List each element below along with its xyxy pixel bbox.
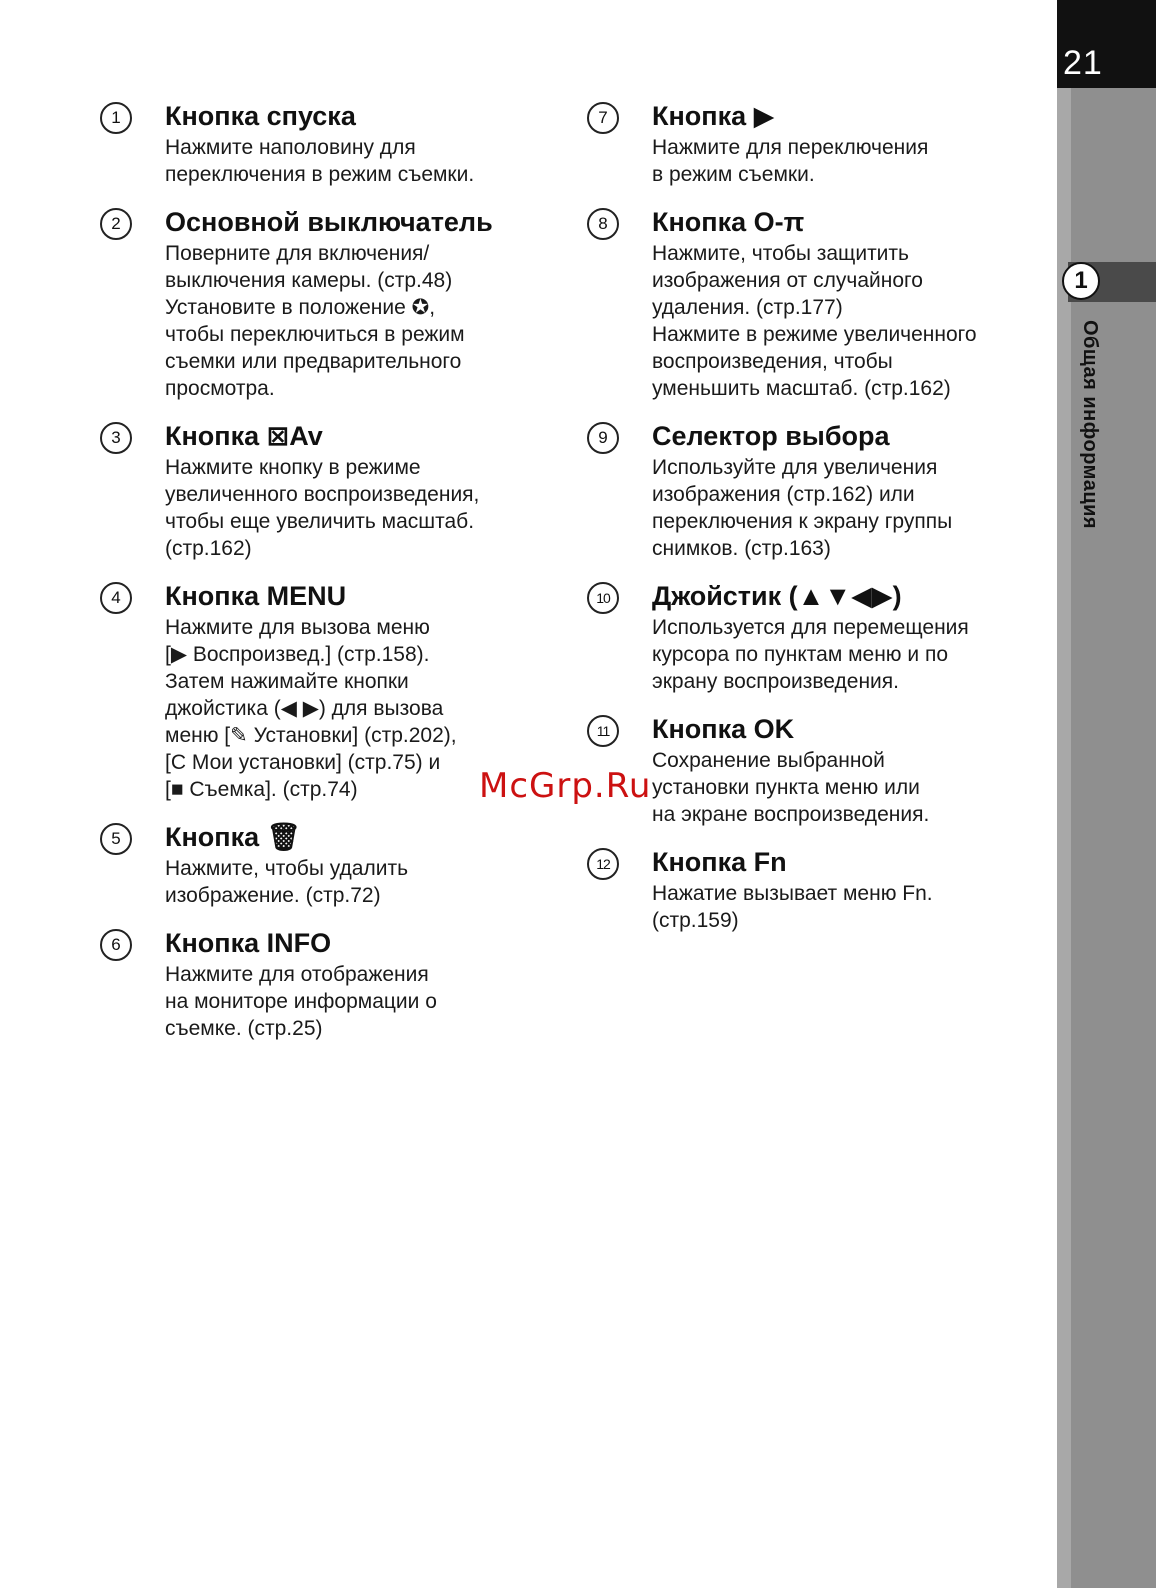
item-desc-line: удаления. (стр.177) — [652, 296, 843, 319]
item-number: 2 — [100, 208, 132, 240]
item-title: Основной выключатель — [165, 207, 493, 237]
item-desc-line: переключения в режим съемки. — [165, 163, 475, 186]
item-desc-line: воспроизведения, чтобы — [652, 350, 893, 373]
item-desc-line: съемки или предварительного — [165, 350, 462, 373]
item-desc-line: выключения камеры. (стр.48) — [165, 269, 453, 292]
item-desc-line: просмотра. — [165, 377, 275, 400]
entry-joystick — [587, 578, 1027, 695]
item-title: Кнопка ▶ — [652, 101, 775, 131]
item-desc-line: на мониторе информации о — [165, 990, 437, 1013]
item-number: 8 — [587, 208, 619, 240]
item-desc-line: изображения от случайного — [652, 269, 923, 292]
entry-shutter-button — [100, 98, 550, 188]
item-desc-line: Нажмите для отображения — [165, 963, 429, 986]
chapter-tab-strip — [1057, 0, 1156, 1588]
item-desc-line: снимков. (стр.163) — [652, 537, 831, 560]
item-title: Джойстик (▲▼◀▶) — [652, 581, 902, 611]
entry-selector-dial — [587, 418, 1027, 562]
item-title: Кнопка 🗑 — [165, 822, 301, 852]
item-desc-line: изображение. (стр.72) — [165, 884, 381, 907]
item-title: Кнопка OK — [652, 714, 795, 744]
item-number: 12 — [587, 848, 619, 880]
item-desc-line: меню [✎ Установки] (стр.202), — [165, 724, 457, 747]
item-desc-line: переключения к экрану группы — [652, 510, 953, 533]
entry-ok-button — [587, 711, 1027, 828]
item-number: 1 — [100, 102, 132, 134]
entry-playback-button — [587, 98, 1027, 188]
item-title: Кнопка Fn — [652, 847, 787, 877]
item-number: 5 — [100, 823, 132, 855]
item-desc-line: чтобы еще увеличить масштаб. — [165, 510, 475, 533]
left-column — [100, 98, 550, 1058]
item-desc-line: Нажмите, чтобы защитить — [652, 242, 909, 265]
entry-info-button — [100, 925, 550, 1042]
item-title: Кнопка спуска — [165, 101, 356, 131]
item-desc-line: Используется для перемещения — [652, 616, 969, 639]
item-desc-line: Используйте для увеличения — [652, 456, 938, 479]
item-desc-line: чтобы переключиться в режим — [165, 323, 465, 346]
item-number: 4 — [100, 582, 132, 614]
item-number: 7 — [587, 102, 619, 134]
item-desc-line: [■ Съемка]. (стр.74) — [165, 778, 358, 801]
item-desc-line: Нажмите кнопку в режиме — [165, 456, 421, 479]
entry-protect-button — [587, 204, 1027, 402]
page-number: 21 — [1063, 44, 1103, 82]
item-desc-line: (стр.159) — [652, 909, 739, 932]
item-desc-line: Нажатие вызывает меню Fn. — [652, 882, 933, 905]
entry-exposure-av-button — [100, 418, 550, 562]
chapter-title: Общая информация — [1079, 320, 1101, 530]
item-desc-line: съемке. (стр.25) — [165, 1017, 323, 1040]
entry-main-switch — [100, 204, 550, 402]
item-number: 9 — [587, 422, 619, 454]
item-number: 11 — [587, 715, 619, 747]
item-desc-line: экрану воспроизведения. — [652, 670, 899, 693]
item-number: 3 — [100, 422, 132, 454]
entry-fn-button — [587, 844, 1027, 934]
item-title: Селектор выбора — [652, 421, 890, 451]
item-desc-line: Нажмите наполовину для — [165, 136, 416, 159]
right-column — [587, 98, 1027, 950]
item-desc-line: [C Мои установки] (стр.75) и — [165, 751, 441, 774]
entry-delete-button — [100, 819, 550, 909]
chapter-title-wrap — [1078, 320, 1108, 560]
item-title: Кнопка MENU — [165, 581, 347, 611]
item-desc-line: Поверните для включения/ — [165, 242, 430, 265]
item-desc-line: установки пункта меню или — [652, 776, 920, 799]
item-desc-line: Нажмите в режиме увеличенного — [652, 323, 977, 346]
item-desc-line: джойстика (◀ ▶) для вызова — [165, 697, 444, 720]
item-number: 10 — [587, 582, 619, 614]
item-desc-line: Нажмите для вызова меню — [165, 616, 430, 639]
item-desc-line: увеличенного воспроизведения, — [165, 483, 480, 506]
watermark: McGrp.Ru — [479, 766, 652, 806]
item-desc-line: (стр.162) — [165, 537, 252, 560]
item-desc-line: на экране воспроизведения. — [652, 803, 930, 826]
item-title: Кнопка INFO — [165, 928, 332, 958]
item-desc-line: Нажмите, чтобы удалить — [165, 857, 409, 880]
chapter-index: 1 — [1062, 262, 1100, 300]
item-number: 6 — [100, 929, 132, 961]
item-desc-line: изображения (стр.162) или — [652, 483, 915, 506]
item-desc-line: Затем нажимайте кнопки — [165, 670, 409, 693]
item-desc-line: Сохранение выбранной — [652, 749, 885, 772]
item-desc-line: [▶ Воспроизвед.] (стр.158). — [165, 643, 430, 666]
item-desc-line: уменьшить масштаб. (стр.162) — [652, 377, 951, 400]
item-title: Кнопка ⊠Av — [165, 421, 323, 451]
item-desc-line: курсора по пунктам меню и по — [652, 643, 948, 666]
item-desc-line: в режим съемки. — [652, 163, 815, 186]
item-desc-line: Установите в положение ✪, — [165, 296, 436, 319]
chapter-tab-background — [1057, 88, 1156, 1588]
item-title: Кнопка O-π — [652, 207, 805, 237]
item-desc-line: Нажмите для переключения — [652, 136, 929, 159]
